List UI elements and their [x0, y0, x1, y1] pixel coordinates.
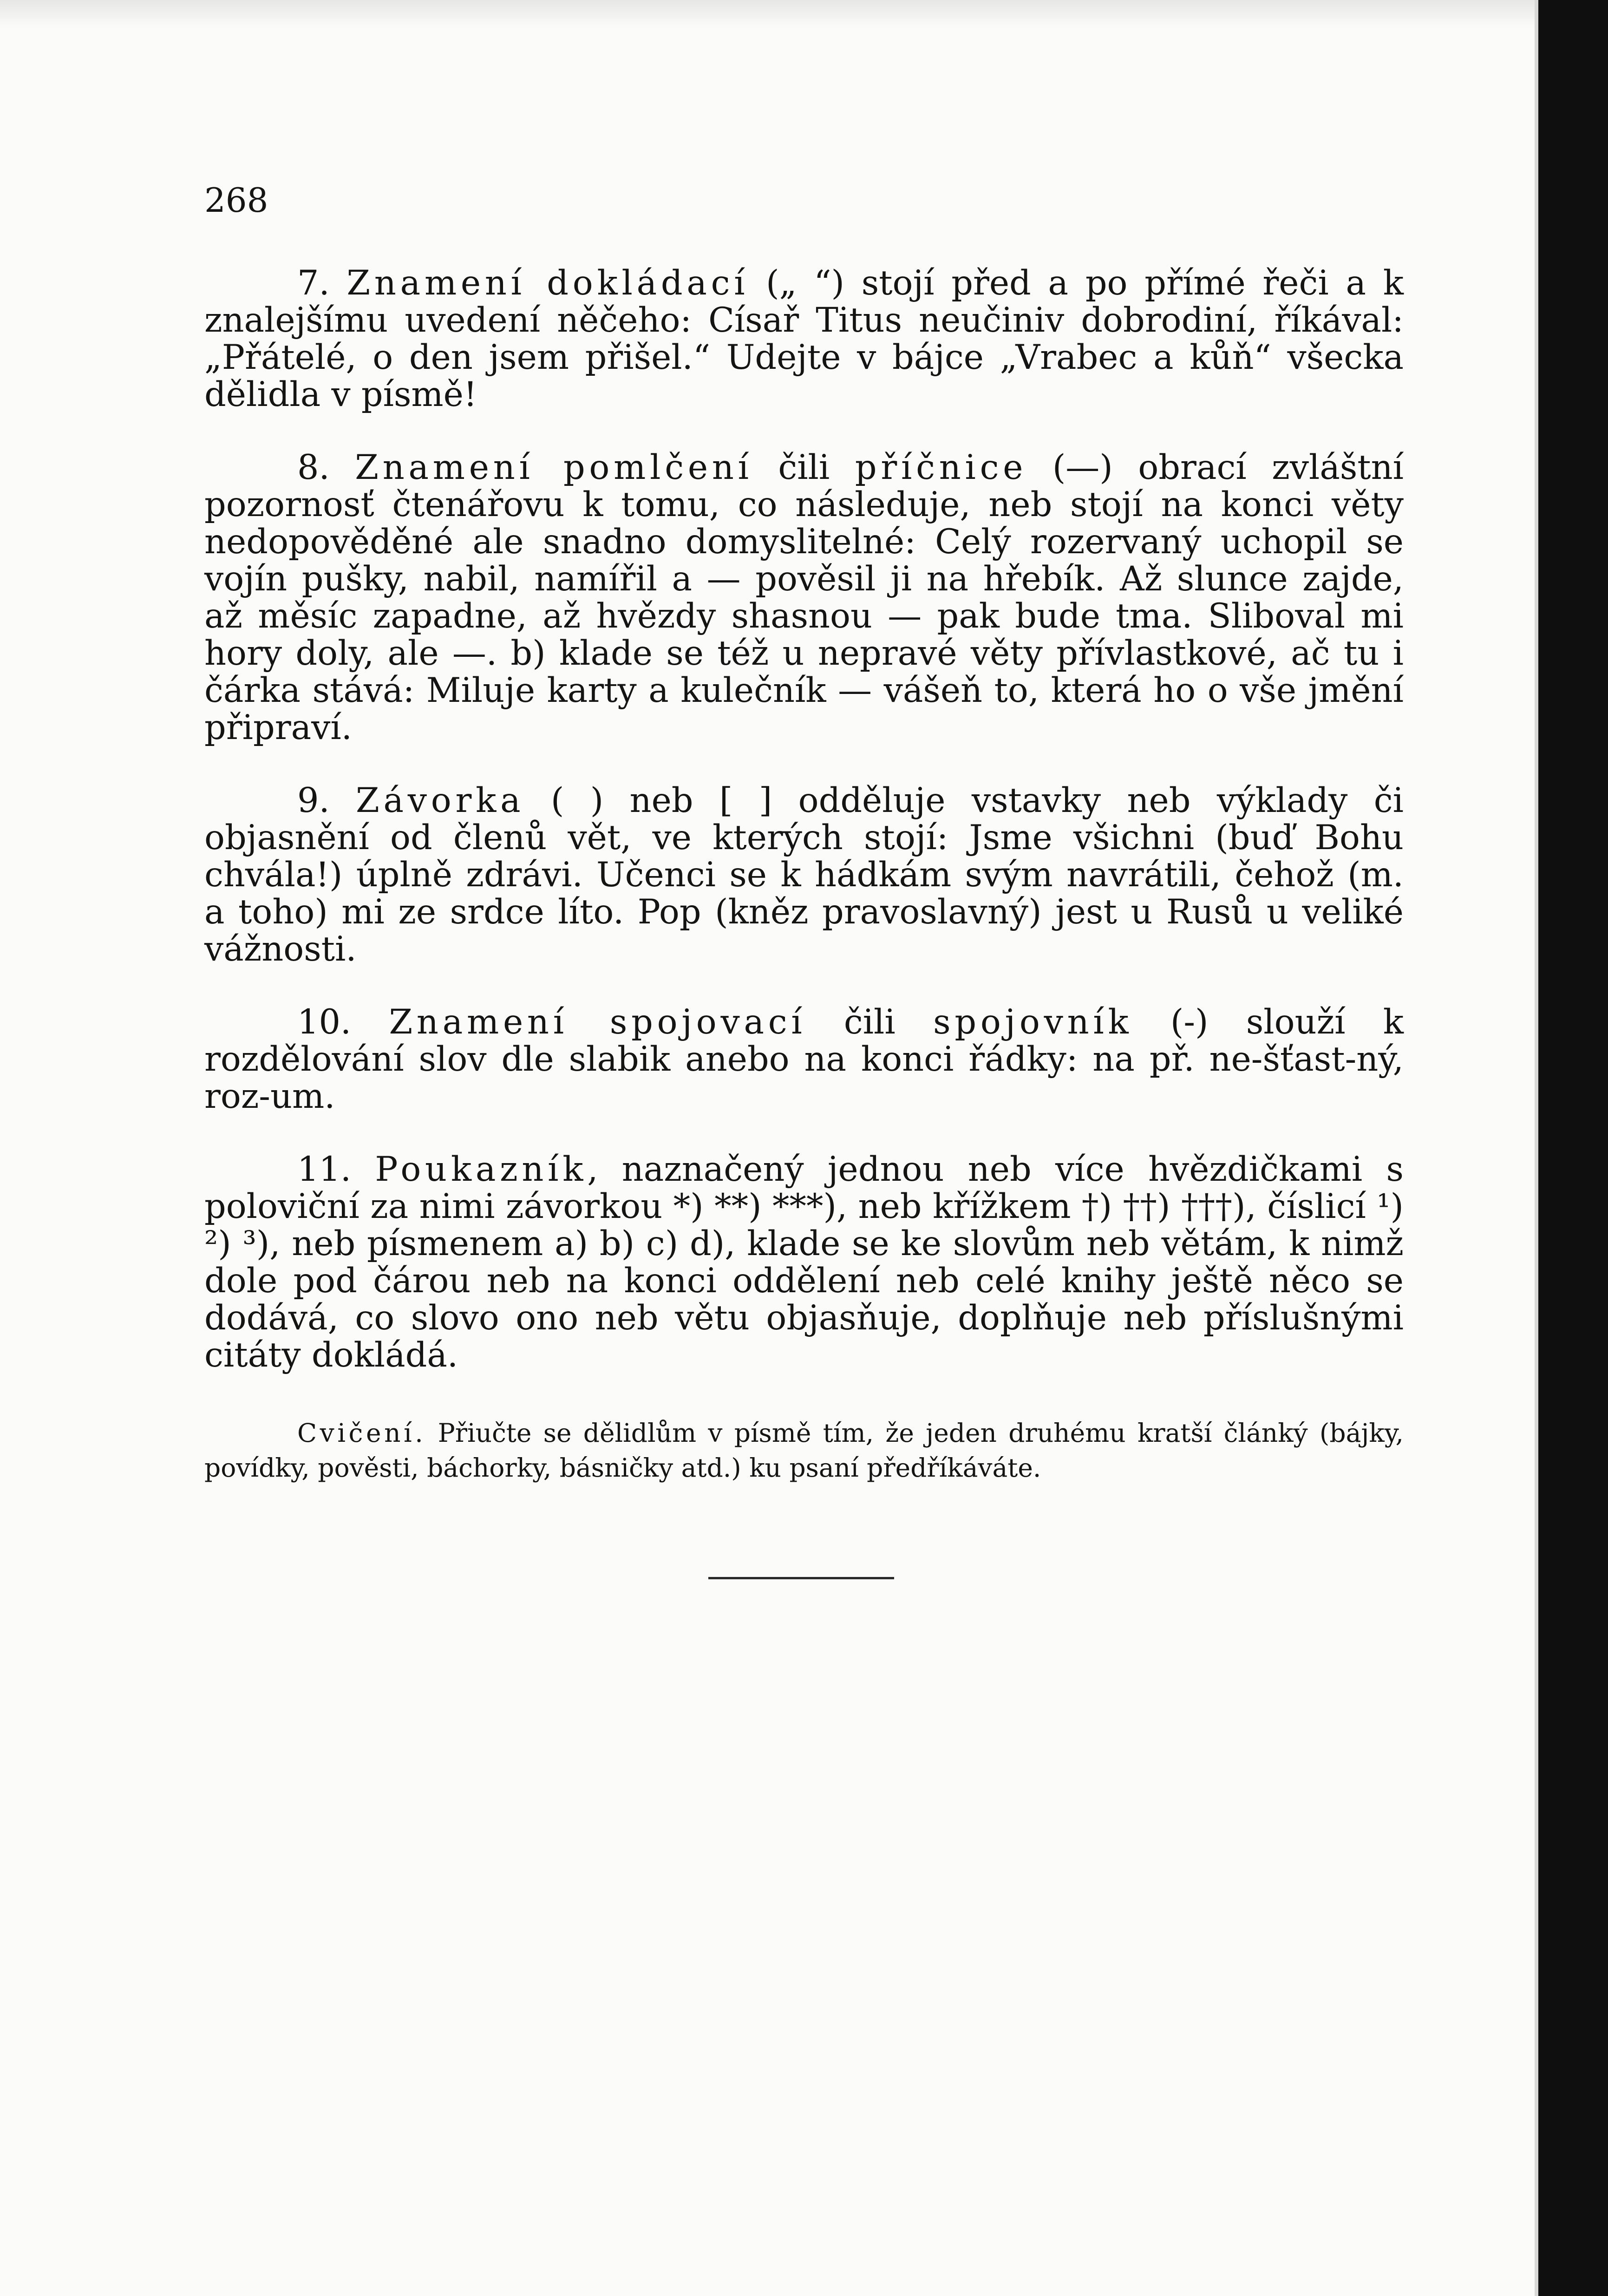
paragraph-text: (—) obrací zvláštní pozornosť čtenářovu k tomu, co následuje, neb stojí na konci věty nedopověděné ale snadno domyslitelné: Celý rozervaný uchopil se vojín pušky, nabil, namířil a — pověsil ji na hřebík. Až slunce zajde, až měsíc zapadne, až hvězdy shasnou — pak bude tma. Sliboval mi hory doly, ale —. b) klade se též u nepravé věty přívlastkové, ač tu i čárka stává: Miluje karty a kulečník — vášeň to, která ho o vše jmění připraví. [204, 448, 1404, 747]
paragraph-11 [204, 1151, 1404, 1374]
paragraph-8 [204, 449, 1404, 746]
paragraph-text: („ “) stojí před a po přímé řeči a k znalejšímu uvedení něčeho: Císař Titus neučiniv dobrodiní, říkával: „Přátelé, o den jsem přišel.“ Udejte v bájce „Vrabec a kůň“ všecka dělidla v písmě! [204, 263, 1404, 414]
paragraph-number: 8. [297, 448, 355, 487]
paragraph-text: ( ) neb [ ] odděluje vstavky neb výklady či objasnění od členů vět, ve kterých stojí: Jsme všichni (buď Bohu chvála!) úplně zdrávi. Učenci se k hádkám svým navrátili, čehož (m. a toho) mi ze srdce líto. Pop (kněz pravoslavný) jest u Rusů u veliké vážnosti. [204, 781, 1404, 969]
paragraph-number: 7. [297, 263, 347, 303]
paragraph-text: , naznačený jednou neb více hvězdičkami s poloviční za nimi závorkou *) **) ***), neb křížkem †) ††) †††), číslicí ¹) ²) ³), neb písmenem a) b) c) d), klade se ke slovům neb větám, k nimž dole pod čárou neb na konci oddělení neb celé knihy ještě něco se dodává, co slovo ono neb větu objasňuje, doplňuje neb příslušnými citáty dokládá. [204, 1150, 1404, 1375]
scan-border [1538, 0, 1608, 2296]
term: Znamení spojovací [389, 1002, 806, 1042]
connector: čili [752, 448, 855, 487]
scan-shadow [0, 0, 1538, 28]
term: Znamení pomlčení [355, 448, 753, 487]
paragraph-number: 9. [297, 781, 356, 820]
exercise [204, 1416, 1404, 1485]
exercise-text: Přiučte se dělidlům v písmě tím, že jeden druhému kratší článký (bájky, povídky, pověsti, báchorky, básničky atd.) ku psaní předříkáváte. [204, 1418, 1404, 1483]
term: Závorka [356, 781, 525, 820]
paragraph-7 [204, 265, 1404, 413]
paragraph-10 [204, 1004, 1404, 1115]
paragraph-text: (-) slouží k rozdělování slov dle slabik anebo na konci řádky: na př. ne-šťast-ný, roz-um. [204, 1002, 1404, 1116]
section-end-rule [708, 1577, 894, 1579]
page-number: 268 [204, 181, 268, 220]
term-alt: příčnice [855, 448, 1027, 487]
connector: čili [806, 1002, 934, 1042]
term-alt: spojovník [933, 1002, 1133, 1042]
term: Poukazník [375, 1150, 588, 1189]
paragraph-number: 10. [297, 1002, 389, 1042]
page-body [204, 265, 1404, 1485]
exercise-label: Cvičení. [297, 1418, 426, 1448]
term: Znamení dokládací [346, 263, 749, 303]
paragraph-9 [204, 782, 1404, 968]
paragraph-number: 11. [297, 1150, 375, 1189]
page-edge [1535, 0, 1538, 2296]
